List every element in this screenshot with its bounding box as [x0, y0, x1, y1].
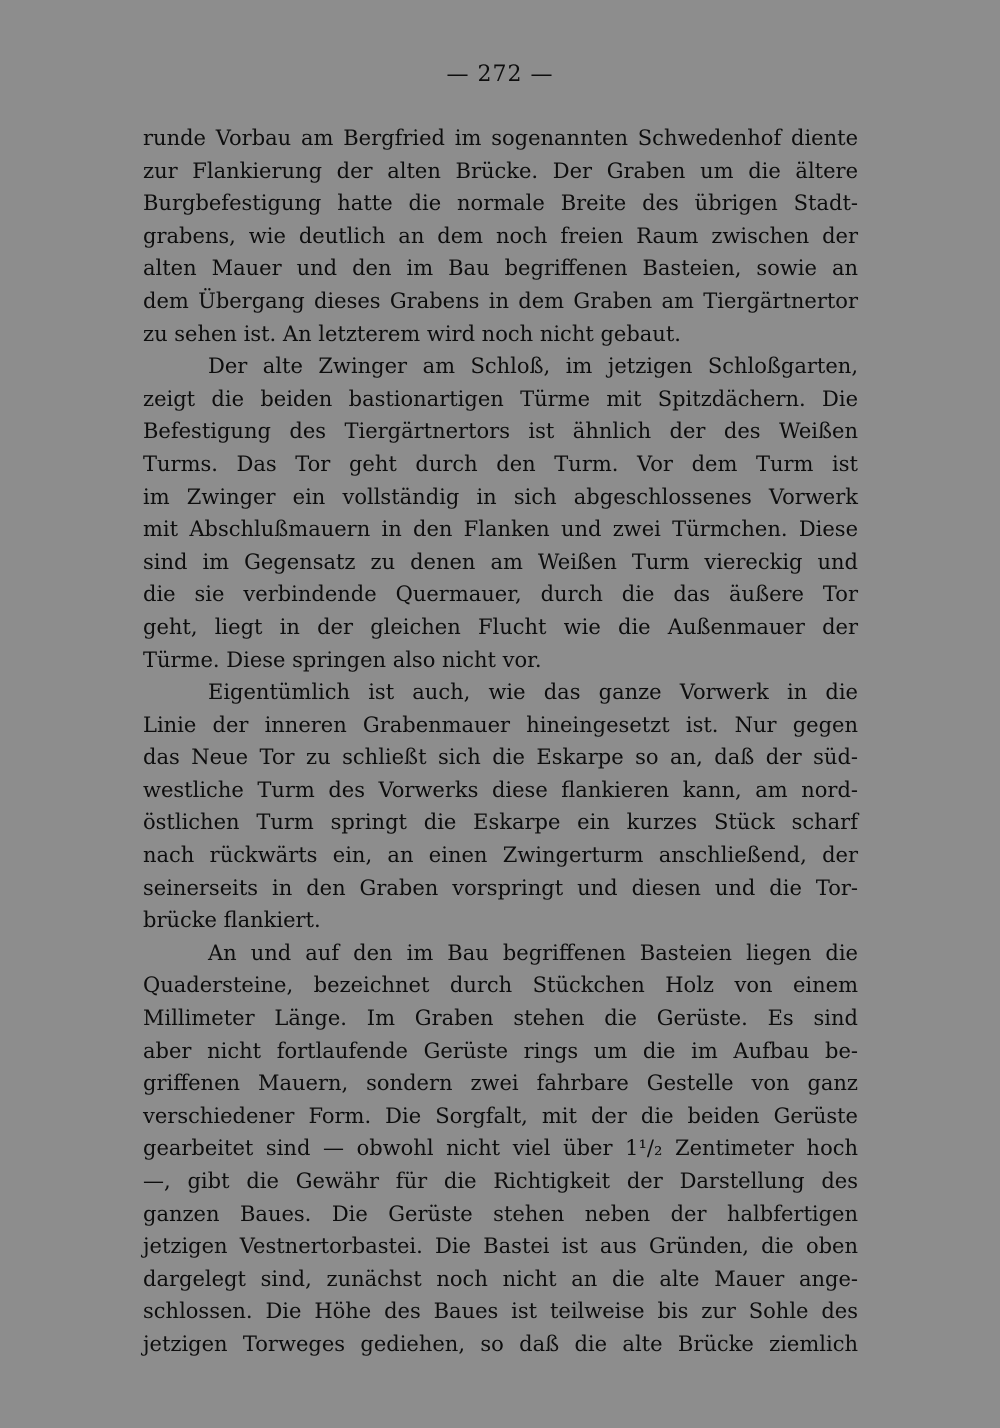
text-line: jetzigen Torweges gediehen, so daß die alte Brücke ziemlich	[143, 1331, 858, 1356]
text-line: Linie der inneren Grabenmauer hineingesetzt ist. Nur gegen	[143, 712, 858, 737]
text-line: Turms. Das Tor geht durch den Turm. Vor dem Turm ist	[143, 451, 858, 476]
text-line: dem Übergang dieses Grabens in dem Graben am Tiergärtnertor	[143, 288, 858, 313]
text-line: im Zwinger ein vollständig in sich abgeschlossenes Vorwerk	[143, 484, 858, 509]
text-line: nach rückwärts ein, an einen Zwingerturm anschließend, der	[143, 843, 858, 868]
text-line: schlossen. Die Höhe des Baues ist teilweise bis zur Sohle des	[143, 1299, 858, 1324]
text-line: brücke flankiert.	[143, 908, 321, 933]
text-line: die sie verbindende Quermauer, durch die das äußere Tor	[143, 582, 858, 607]
text-line: dargelegt sind, zunächst noch nicht an die alte Mauer ange-	[143, 1266, 858, 1291]
text-line: Eigentümlich ist auch, wie das ganze Vorwerk in die	[208, 680, 858, 705]
text-line: Quadersteine, bezeichnet durch Stückchen Holz von einem	[143, 973, 858, 998]
text-line: seinerseits in den Graben vorspringt und diesen und die Tor-	[143, 875, 858, 900]
text-line: sind im Gegensatz zu denen am Weißen Turm viereckig und	[143, 549, 858, 574]
text-line: alten Mauer und den im Bau begriffenen Basteien, sowie an	[143, 256, 858, 281]
text-line: westliche Turm des Vorwerks diese flankieren kann, am nord-	[143, 777, 858, 802]
text-line: zur Flankierung der alten Brücke. Der Graben um die ältere	[143, 158, 858, 183]
body-text	[143, 122, 858, 1361]
text-line: östlichen Turm springt die Eskarpe ein kurzes Stück scharf	[143, 810, 858, 835]
text-line: das Neue Tor zu schließt sich die Eskarpe so an, daß der süd-	[143, 745, 858, 770]
text-line: —, gibt die Gewähr für die Richtigkeit der Darstellung des	[143, 1169, 858, 1193]
text-line: Burgbefestigung hatte die normale Breite des übrigen Stadt-	[143, 191, 858, 216]
page-number-header: — 272 —	[446, 62, 554, 87]
text-line: Türme. Diese springen also nicht vor.	[143, 647, 542, 672]
text-line: geht, liegt in der gleichen Flucht wie die Außenmauer der	[143, 614, 858, 639]
text-line: Millimeter Länge. Im Graben stehen die Gerüste. Es sind	[143, 1006, 858, 1031]
text-line: Befestigung des Tiergärtnertors ist ähnlich der des Weißen	[143, 419, 858, 444]
text-line: zu sehen ist. An letzterem wird noch nicht gebaut.	[143, 321, 681, 346]
text-line: jetzigen Vestnertorbastei. Die Bastei ist aus Gründen, die oben	[143, 1234, 858, 1259]
text-line: griffenen Mauern, sondern zwei fahrbare Gestelle von ganz	[143, 1071, 858, 1096]
text-line: ganzen Baues. Die Gerüste stehen neben der halbfertigen	[143, 1201, 858, 1226]
text-line: zeigt die beiden bastionartigen Türme mit Spitzdächern. Die	[143, 386, 858, 411]
text-line: mit Abschlußmauern in den Flanken und zwei Türmchen. Diese	[143, 517, 858, 542]
text-line: Der alte Zwinger am Schloß, im jetzigen Schloßgarten,	[208, 354, 858, 379]
text-line: runde Vorbau am Bergfried im sogenannten Schwedenhof diente	[143, 126, 858, 150]
text-line: gearbeitet sind — obwohl nicht viel über 1¹/₂ Zentimeter hoch	[143, 1136, 858, 1161]
text-line: aber nicht fortlaufende Gerüste rings um die im Aufbau be-	[143, 1038, 858, 1063]
text-line: grabens, wie deutlich an dem noch freien Raum zwischen der	[143, 223, 858, 248]
text-line: An und auf den im Bau begriffenen Basteien liegen die	[208, 940, 858, 965]
text-line: verschiedener Form. Die Sorgfalt, mit der die beiden Gerüste	[143, 1103, 858, 1128]
